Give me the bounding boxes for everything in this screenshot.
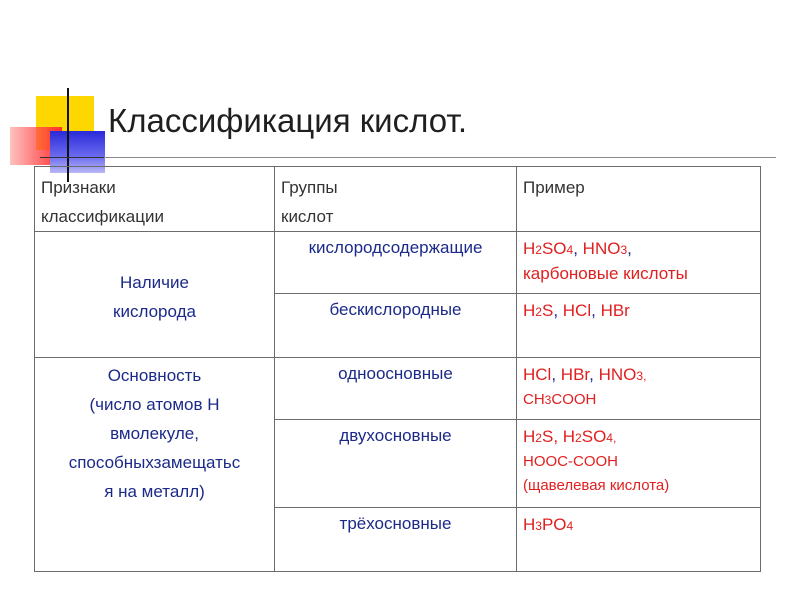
example-formula-line [523,363,754,388]
group-label: кислородсодержащие [308,238,483,257]
criteria-basicity-line4: способныхзамещатьс [68,453,241,472]
example-monobasic [517,358,761,420]
formula-separator: , [643,369,647,383]
header-criteria-line1: Признаки [41,178,116,197]
formula-subscript: 2 [535,431,542,445]
formula-part: HBr [556,365,590,384]
formula-part: H [558,427,576,446]
formula-subscript: 3 [636,369,644,383]
formula-separator: , [627,239,632,258]
formula-subscript: 3 [535,519,542,533]
formula-part: S [541,301,554,320]
group-monobasic [275,358,517,420]
group-label: бескислородные [329,300,462,319]
header-example [517,167,761,232]
example-dibasic [517,420,761,508]
formula-part: PO [541,515,567,534]
criteria-oxygen-line2: кислорода [113,302,196,321]
table-row [35,358,761,420]
formula-part: HBr [595,301,630,320]
formula-part: H [523,427,536,446]
criteria-basicity-line3: вмолекуле, [110,424,199,443]
formula-subscript: 3 [620,243,628,257]
formula-subscript: 4 [566,519,574,533]
table-header-row [35,167,761,232]
group-label: трёхосновные [339,514,452,533]
formula-part: COOH [551,391,597,408]
formula-separator: , [553,427,559,446]
formula-part: H [523,239,536,258]
example-formula-line: HOOC-COOH [523,453,618,470]
formula-part: HCl [558,301,592,320]
formula-part: SO [581,427,607,446]
group-oxygen-free [275,294,517,358]
criteria-oxygen-line1: Наличие [120,273,189,292]
example-formula-line [523,388,754,412]
formula-part: SO [541,239,567,258]
header-groups [275,167,517,232]
decor-horizontal-line-left [40,157,104,158]
formula-part: CH [523,391,545,408]
formula-part: HNO [593,365,637,384]
formula-subscript: 4 [566,243,574,257]
group-label: двухосновные [339,426,452,445]
title-underline [104,157,776,158]
header-example-text: Пример [523,178,585,197]
header-groups-line1: Группы [281,178,338,197]
formula-separator: , [551,365,557,384]
formula-part: HNO [577,239,621,258]
example-formula-line [523,425,754,450]
formula-separator: , [553,301,559,320]
header-groups-line2: кислот [281,207,334,226]
example-text-line: (щавелевая кислота) [523,477,670,494]
criteria-basicity-line5: я на металл) [104,482,205,501]
formula-part: S [541,427,554,446]
group-oxygen-containing [275,232,517,294]
header-criteria [35,167,275,232]
group-dibasic [275,420,517,508]
slide-title: Классификация кислот. [108,102,467,139]
table-row [35,232,761,294]
formula-subscript: 3 [544,393,552,407]
formula-subscript: 4 [606,431,613,445]
formula-subscript: 2 [535,305,542,319]
criteria-basicity-line2: (число атомов Н [89,395,220,414]
group-tribasic [275,508,517,572]
classification-table [34,166,761,572]
example-oxygen-containing [517,232,761,294]
header-criteria-line2: классификации [41,207,164,226]
formula-separator: , [573,239,578,258]
formula-subscript: 2 [535,243,542,257]
criteria-oxygen [35,232,275,358]
example-formula-line [523,513,754,538]
example-oxygen-free [517,294,761,358]
example-tribasic [517,508,761,572]
example-text-line: карбоновые кислоты [523,264,688,283]
formula-part: H [523,515,536,534]
formula-separator: , [612,431,617,445]
group-label: одноосновные [338,364,453,383]
example-formula-line [523,237,754,262]
criteria-basicity [35,358,275,572]
criteria-basicity-line1: Основность [107,366,202,385]
formula-separator: , [589,365,594,384]
example-formula-line [523,299,754,324]
formula-subscript: 2 [575,431,582,445]
formula-part: H [523,301,536,320]
formula-separator: , [591,301,596,320]
formula-part: HCl [523,365,552,384]
